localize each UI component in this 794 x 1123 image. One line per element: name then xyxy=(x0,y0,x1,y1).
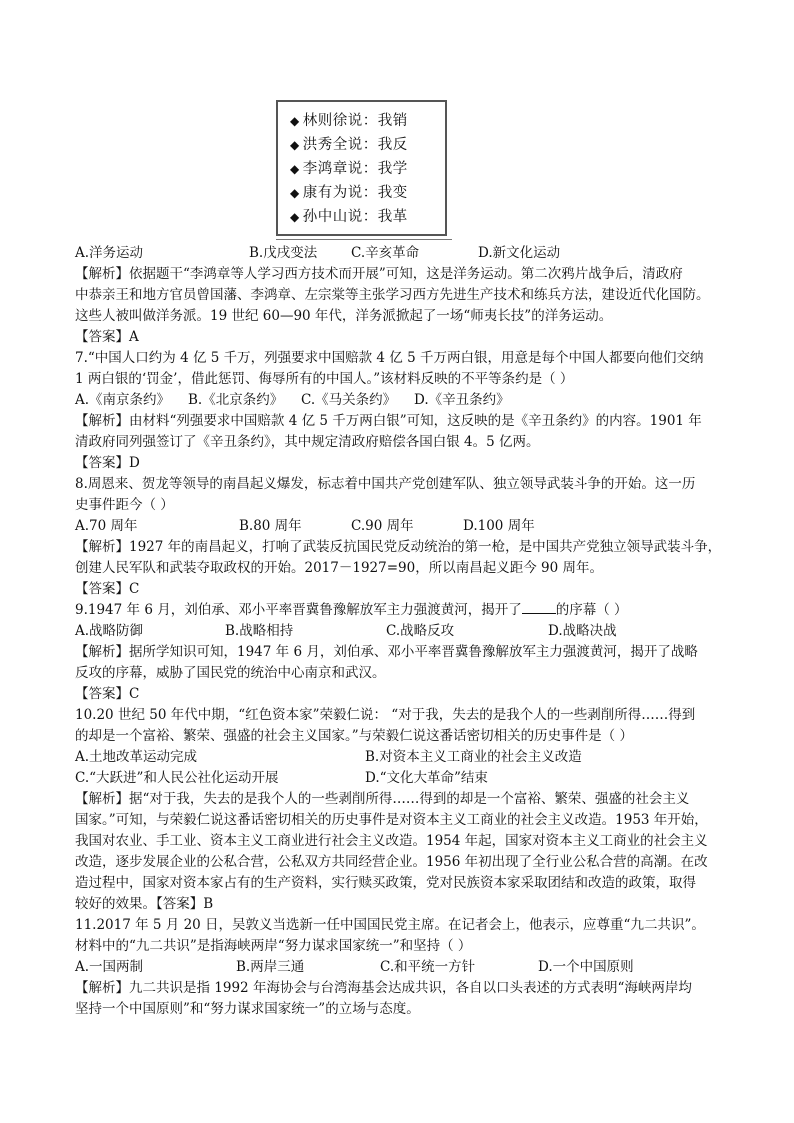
q11-analysis: 【解析】九二共识是指 1992 年海协会与台湾海基会达成共识，各自以口头表述的方式表明“海峡两岸均 xyxy=(75,980,692,996)
q8-option-d: D.100 周年 xyxy=(463,518,535,534)
q11-option-b: B.两岸三通 xyxy=(236,959,305,975)
figure-line: ◆ 洪秀全说：我反 xyxy=(290,137,408,153)
q6-answer: 【答案】A xyxy=(75,329,139,345)
q11-analysis: 坚持一个中国原则”和“努力谋求国家统一”的立场与态度。 xyxy=(75,1001,420,1017)
q9-analysis: 反攻的序幕，威胁了国民党的统治中心南京和武汉。 xyxy=(75,665,386,681)
q6-analysis: 中恭亲王和地方官员曾国藩、李鸿章、左宗棠等主张学习西方先进生产技术和练兵方法，建设近代化国防。 xyxy=(75,287,710,303)
q8-answer: 【答案】C xyxy=(75,581,140,597)
figure-line: ◆ 孙中山说：我革 xyxy=(290,209,408,225)
q8-option-c: C.90 周年 xyxy=(351,518,414,534)
q6-analysis: 【解析】依据题干“李鸿章等人学习西方技术而开展”可知，这是洋务运动。第二次鸦片战争后，清政府 xyxy=(75,266,683,282)
q10-stem: 10.20 世纪 50 年代中期，“红色资本家”荣毅仁说： “对于我，失去的是我个人的一些剥削所得……得到 xyxy=(75,707,696,723)
q10-stem: 的却是一个富裕、繁荣、强盛的社会主义国家。”与荣毅仁说这番话密切相关的历史事件是（ ） xyxy=(75,728,633,744)
diamond-bullet-icon: ◆ xyxy=(290,186,300,200)
diamond-bullet-icon: ◆ xyxy=(290,138,300,152)
q9-analysis: 【解析】据所学知识可知，1947 年 6 月，刘伯承、邓小平率晋冀鲁豫解放军主力强渡黄河，揭开了战略 xyxy=(75,644,698,660)
q9-option-c: C.战略反攻 xyxy=(386,623,455,639)
figure-line: ◆ 林则徐说：我销 xyxy=(290,113,408,129)
q8-option-b: B.80 周年 xyxy=(239,518,302,534)
q6-analysis: 这些人被叫做洋务派。19 世纪 60—90 年代，洋务派掀起了一场“师夷长技”的洋务运动。 xyxy=(75,308,613,324)
q7-option-b: B.《北京条约》 xyxy=(188,392,284,408)
q9-option-b: B.战略相持 xyxy=(225,623,294,639)
q10-option-c: C.“大跃进”和人民公社化运动开展 xyxy=(75,770,279,786)
q7-stem: 1 两白银的‘罚金’，借此惩罚、侮辱所有的中国人。”该材料反映的不平等条约是（ ） xyxy=(75,371,574,387)
q6-option-d: D.新文化运动 xyxy=(478,245,561,261)
q8-option-a: A.70 周年 xyxy=(75,518,138,534)
q7-option-c: C.《马关条约》 xyxy=(301,392,397,408)
q10-analysis: 较好的效果。【答案】B xyxy=(75,896,214,912)
q10-analysis: 我国对农业、手工业、资本主义工商业进行社会主义改造。1954 年起，国家对资本主义工商业的社会主义 xyxy=(75,833,708,849)
q10-analysis: 改造，逐步发展企业的公私合营，公私双方共同经营企业。1956 年初出现了全行业公私合营的高潮。在改 xyxy=(75,854,708,870)
q11-option-a: A.一国两制 xyxy=(75,959,144,975)
q7-answer: 【答案】D xyxy=(75,455,140,471)
q7-option-a: A.《南京条约》 xyxy=(75,392,171,408)
figure-line: ◆ 李鸿章说：我学 xyxy=(290,161,408,177)
q10-option-a: A.土地改革运动完成 xyxy=(75,749,198,765)
quote-figure-box xyxy=(276,100,447,236)
q11-option-c: C.和平统一方针 xyxy=(380,959,476,975)
q9-option-d: D.战略决战 xyxy=(548,623,617,639)
figure-divider xyxy=(276,239,452,240)
diamond-bullet-icon: ◆ xyxy=(290,210,300,224)
q9-answer: 【答案】C xyxy=(75,686,140,702)
q7-analysis: 清政府同列强签订了《辛丑条约》，其中规定清政府赔偿各国白银 4。5 亿两。 xyxy=(75,434,540,450)
q10-option-d: D.“文化大革命”结束 xyxy=(365,770,488,786)
q8-analysis: 创建人民军队和武装夺取政权的开始。2017－1927=90，所以南昌起义距今 90 周年。 xyxy=(75,560,603,576)
q6-option-b: B.戊戌变法 xyxy=(249,245,318,261)
q8-stem: 史事件距今（ ） xyxy=(75,497,174,513)
q8-stem: 8.周恩来、贺龙等领导的南昌起义爆发，标志着中国共产党创建军队、独立领导武装斗争的开始。这一历 xyxy=(75,476,696,492)
q11-option-d: D.一个中国原则 xyxy=(538,959,634,975)
q10-option-b: B.对资本主义工商业的社会主义改造 xyxy=(365,749,582,765)
diamond-bullet-icon: ◆ xyxy=(290,114,300,128)
q7-stem: 7.“中国人口约为 4 亿 5 千万，列强要求中国赔款 4 亿 5 千万两白银，用意是每个中国人都要向他们交纳 xyxy=(75,350,704,366)
q10-analysis: 【解析】据“对于我，失去的是我个人的一些剥削所得……得到的却是一个富裕、繁荣、强盛的社会主义 xyxy=(75,791,690,807)
q10-analysis: 国家。”可知，与荣毅仁说这番话密切相关的历史事件是对资本主义工商业的社会主义改造。1953 年开始， xyxy=(75,812,708,828)
diamond-bullet-icon: ◆ xyxy=(290,162,300,176)
answer-blank xyxy=(522,601,556,614)
q7-option-d: D.《辛丑条约》 xyxy=(414,392,510,408)
q6-option-c: C.辛亥革命 xyxy=(351,245,420,261)
q8-analysis: 【解析】1927 年的南昌起义，打响了武装反抗国民党反动统治的第一枪，是中国共产党独立领导武装斗争， xyxy=(75,539,722,555)
q11-stem: 材料中的“九二共识”是指海峡两岸“努力谋求国家统一”和坚持（ ） xyxy=(75,938,472,954)
q11-stem: 11.2017 年 5 月 20 日，吴敦义当选新一任中国国民党主席。在记者会上，他表示，应尊重“九二共识”。 xyxy=(75,917,705,933)
q9-stem: 9.1947 年 6 月，刘伯承、邓小平率晋冀鲁豫解放军主力强渡黄河，揭开了 的序幕（ ） xyxy=(75,602,628,618)
q10-analysis: 造过程中，国家对资本家占有的生产资料，实行赎买政策，党对民族资本家采取团结和改造的政策，取得 xyxy=(75,875,696,891)
q9-option-a: A.战略防御 xyxy=(75,623,144,639)
q6-option-a: A.洋务运动 xyxy=(75,245,144,261)
q7-analysis: 【解析】由材料“列强要求中国赔款 4 亿 5 千万两白银”可知，这反映的是《辛丑条约》的内容。1901 年 xyxy=(75,413,702,429)
figure-line: ◆ 康有为说：我变 xyxy=(290,185,408,201)
